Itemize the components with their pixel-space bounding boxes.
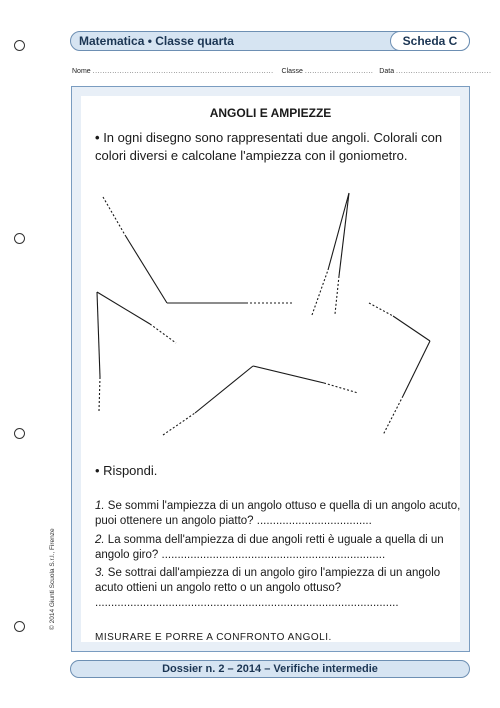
figure-3-ray-b [97, 292, 100, 377]
copyright-notice: © 2014 Giunti Scuola S.r.l., Firenze [49, 528, 56, 630]
class-field[interactable]: ............................ [304, 68, 374, 75]
figure-3-ray-a [97, 292, 150, 324]
angle-figure-1 [103, 197, 293, 303]
binder-hole-bottom [14, 621, 25, 632]
figure-3-dashed-b [99, 377, 100, 411]
figure-5-dashed-right [324, 383, 358, 393]
class-label: Classe [281, 68, 303, 75]
footer-bar: Dossier n. 2 – 2014 – Verifiche intermedie [70, 660, 470, 678]
instruction-text: In ogni disegno sono rappresentati due angoli. Colorali con colori diversi e calcolane l'ampiezza con il goniometro. [95, 130, 443, 163]
date-field[interactable]: ....................................... [396, 68, 492, 75]
name-label: Nome [72, 68, 91, 75]
figure-3-dashed-a [150, 324, 176, 343]
name-field[interactable]: .......................................................................... [92, 68, 274, 75]
worksheet-body [81, 96, 460, 642]
header-bar [70, 31, 470, 51]
figure-4-ray-b [403, 341, 430, 396]
binder-hole-upper [14, 233, 25, 244]
figure-1-ray-a [125, 235, 167, 303]
instruction-bullet: • [95, 130, 100, 145]
footnote-objective: MISURARE E PORRE A CONFRONTO ANGOLI. [95, 632, 332, 643]
figure-1-dashed-top [103, 197, 125, 235]
question-2-text: La somma dell'ampiezza di due angoli retti è uguale a quella di un angolo giro? ...................................................................... [95, 534, 444, 561]
worksheet-title: ANGOLI E AMPIEZZE [209, 106, 332, 120]
question-3-text: Se sottrai dall'ampiezza di un angolo giro l'ampiezza di un angolo acuto ottieni un angolo retto o un angolo ottuso? ............................................................................................... [95, 567, 441, 609]
binder-hole-top [14, 40, 25, 51]
question-1-number: 1. [95, 500, 105, 512]
figure-2-ray-b [339, 193, 349, 276]
question-3-number: 3. [95, 567, 105, 579]
date-label: Data [379, 68, 395, 75]
angle-figure-5 [163, 366, 358, 435]
figure-5-ray-b [253, 366, 324, 383]
angle-figure-3 [97, 292, 176, 411]
worksheet-frame [71, 86, 470, 652]
question-2 [95, 533, 465, 563]
angle-figure-4 [369, 303, 430, 435]
name-row [72, 68, 492, 75]
binder-hole-lower [14, 428, 25, 439]
question-3 [95, 566, 465, 611]
question-1-text: Se sommi l'ampiezza di un angolo ottuso e quella di un angolo acuto, puoi ottenere un angolo piatto? .................................... [95, 500, 461, 527]
question-1 [95, 499, 465, 529]
figure-2-dashed-left [312, 270, 328, 315]
figure-4-dashed-bottom [383, 396, 403, 435]
figure-4-ray-a [393, 316, 430, 341]
figure-5-dashed-left [163, 413, 195, 435]
angle-figure-2 [312, 193, 349, 315]
sheet-label: Scheda C [390, 31, 470, 51]
header-subject: Matematica • Classe quarta [79, 34, 234, 48]
figure-2-ray-a [328, 193, 349, 270]
question-2-number: 2. [95, 534, 105, 546]
figure-2-dashed-bottom [335, 276, 339, 314]
rispondi-heading: • Rispondi. [95, 463, 158, 478]
figure-4-dashed-top [369, 303, 393, 316]
figure-5-ray-a [195, 366, 253, 413]
